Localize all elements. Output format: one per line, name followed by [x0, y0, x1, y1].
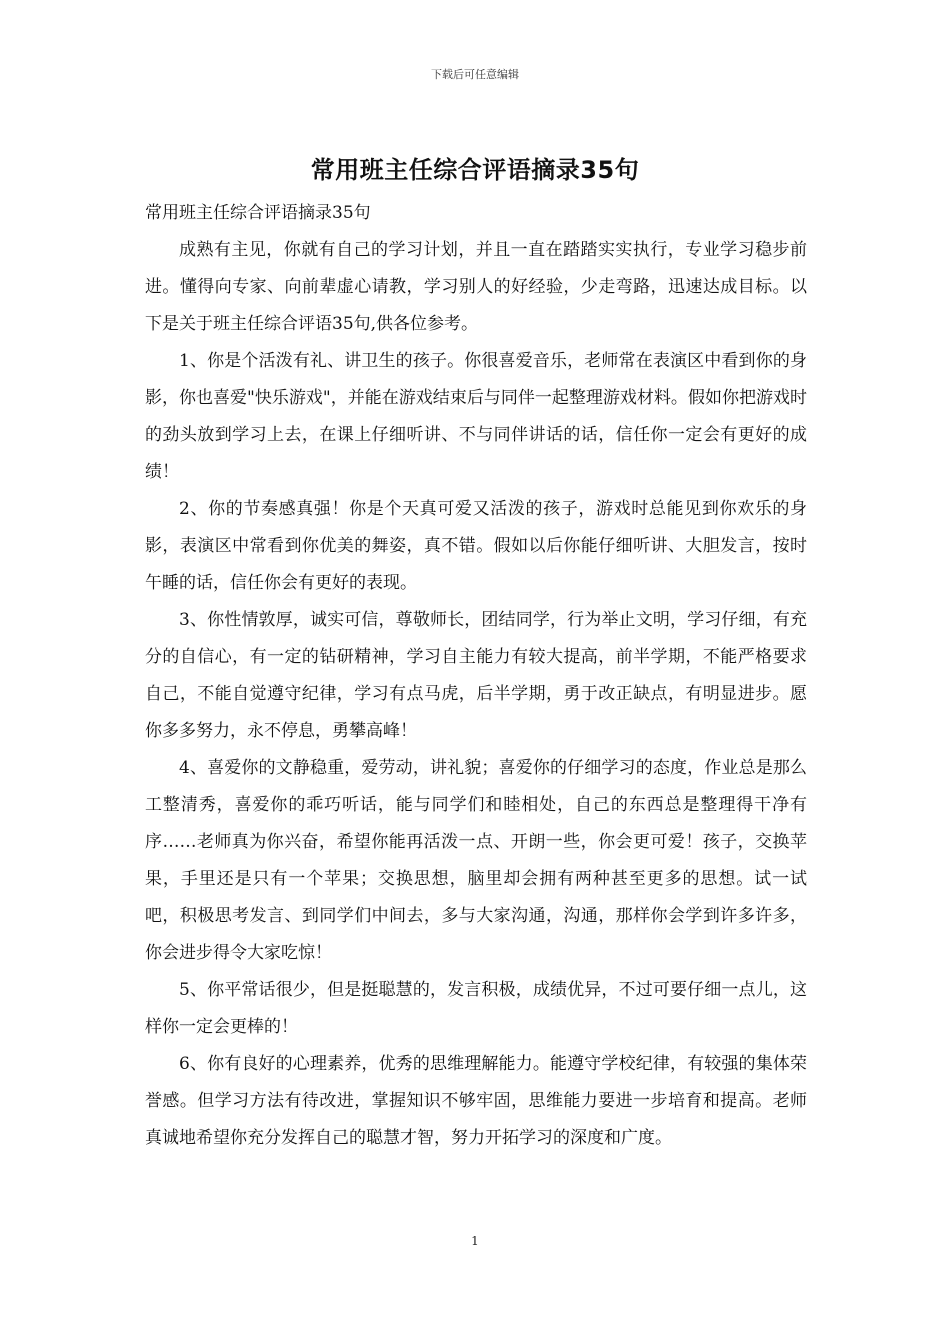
paragraph-item-3: 3、你性情敦厚，诚实可信，尊敬师长，团结同学，行为举止文明，学习仔细，有充分的自信心，有一定的钻研精神，学习自主能力有较大提高，前半学期，不能严格要求自己，不能自觉遵守纪律，学习有点马虎，后半学期，勇于改正缺点，有明显进步。愿你多多努力，永不停息，勇攀高峰！ [145, 610, 807, 741]
document-subtitle: 常用班主任综合评语摘录35句 [145, 203, 371, 223]
header-note: 下载后可任意编辑 [431, 68, 519, 81]
paragraph-intro: 成熟有主见，你就有自己的学习计划，并且一直在踏踏实实执行，专业学习稳步前进。懂得向专家、向前辈虚心请教，学习别人的好经验，少走弯路，迅速达成目标。以下是关于班主任综合评语35句,供各位参考。 [145, 240, 807, 334]
paragraph-item-4: 4、喜爱你的文静稳重，爱劳动，讲礼貌；喜爱你的仔细学习的态度，作业总是那么工整清秀，喜爱你的乖巧听话，能与同学们和睦相处，自己的东西总是整理得干净有序……老师真为你兴奋，希望你能再活泼一点、开朗一些，你会更可爱！孩子，交换苹果，手里还是只有一个苹果；交换思想，脑里却会拥有两种甚至更多的思想。试一试吧，积极思考发言、到同学们中间去，多与大家沟通，沟通，那样你会学到许多许多，你会进步得令大家吃惊！ [145, 758, 807, 963]
page-number: 1 [471, 1234, 479, 1248]
paragraph-item-2: 2、你的节奏感真强！你是个天真可爱又活泼的孩子，游戏时总能见到你欢乐的身影，表演区中常看到你优美的舞姿，真不错。假如以后你能仔细听讲、大胆发言，按时午睡的话，信任你会有更好的表现。 [145, 499, 807, 593]
paragraph-item-1: 1、你是个活泼有礼、讲卫生的孩子。你很喜爱音乐，老师常在表演区中看到你的身影，你也喜爱"快乐游戏"，并能在游戏结束后与同伴一起整理游戏材料。假如你把游戏时的劲头放到学习上去，在课上仔细听讲、不与同伴讲话的话，信任你一定会有更好的成绩！ [145, 351, 807, 482]
document-body [145, 195, 807, 1157]
paragraph-item-5: 5、你平常话很少，但是挺聪慧的，发言积极，成绩优异，不过可要仔细一点儿，这样你一定会更棒的！ [145, 980, 807, 1037]
paragraph-item-6: 6、你有良好的心理素养，优秀的思维理解能力。能遵守学校纪律，有较强的集体荣誉感。但学习方法有待改进，掌握知识不够牢固，思维能力要进一步培育和提高。老师真诚地希望你充分发挥自己的聪慧才智，努力开拓学习的深度和广度。 [145, 1054, 807, 1148]
document-title: 常用班主任综合评语摘录35句 [310, 156, 640, 184]
